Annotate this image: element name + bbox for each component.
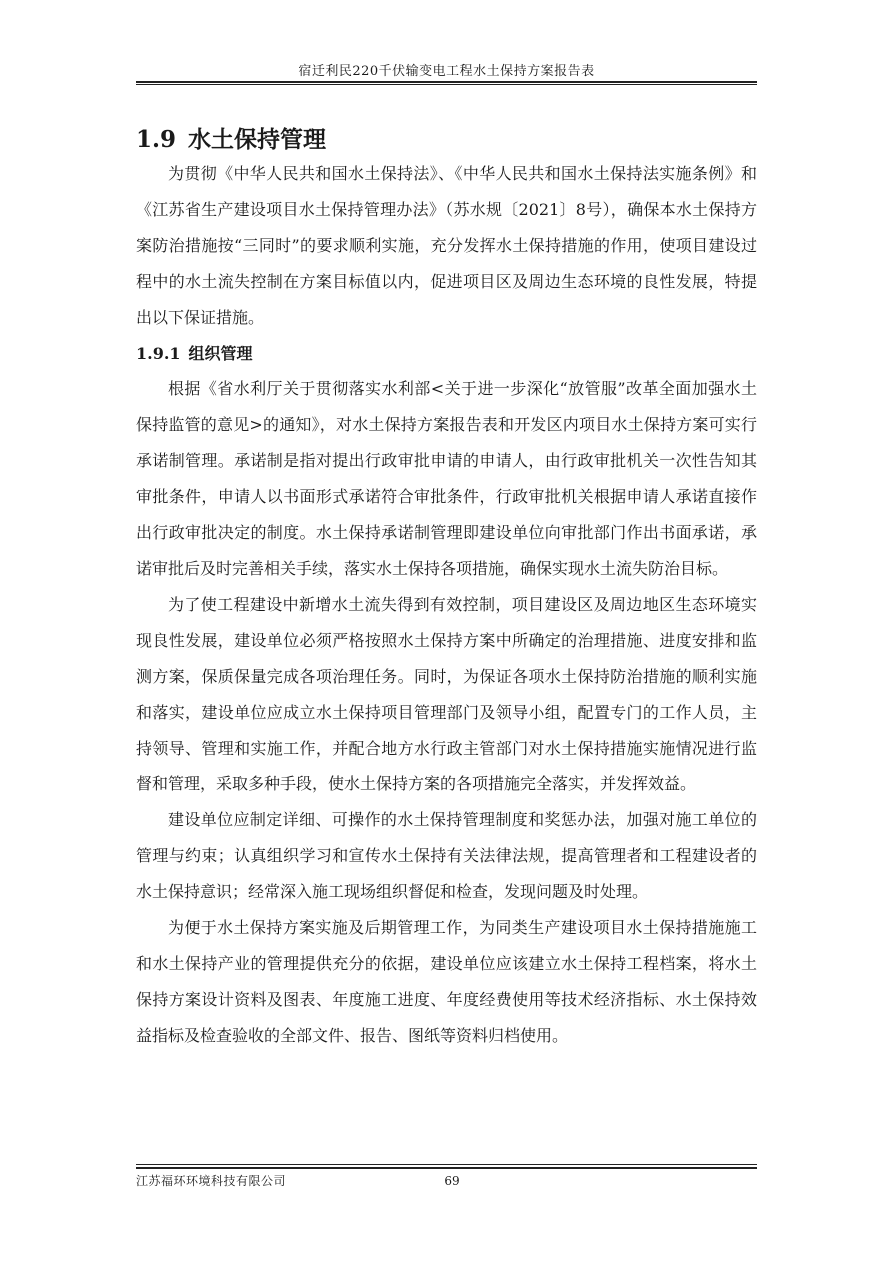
page-header: 宿迁利民220千伏输变电工程水土保持方案报告表: [298, 64, 595, 79]
paragraph: 为便于水土保持方案实施及后期管理工作，为同类生产建设项目水土保持措施施工和水土保持产业的管理提供充分的依据，建设单位应该建立水土保持工程档案，将水土保持方案设计资料及图表、年度施工进度、年度经费使用等技术经济指标、水土保持效益指标及检查验收的全部文件、报告、图纸等资料归档使用。: [136, 918, 757, 1045]
paragraph: 为了使工程建设中新增水土流失得到有效控制，项目建设区及周边地区生态环境实现良性发展，建设单位必须严格按照水土保持方案中所确定的治理措施、进度安排和监测方案，保质保量完成各项治理任务。同时，为保证各项水土保持防治措施的顺利实施和落实，建设单位应成立水土保持项目管理部门及领导小组，配置专门的工作人员，主持领导、管理和实施工作，并配合地方水行政主管部门对水土保持措施实施情况进行监督和管理，采取多种手段，使水土保持方案的各项措施完全落实，并发挥效益。: [136, 594, 757, 794]
paragraph: 建设单位应制定详细、可操作的水土保持管理制度和奖惩办法，加强对施工单位的管理与约束；认真组织学习和宣传水土保持有关法律法规，提高管理者和工程建设者的水土保持意识；经常深入施工现场组织督促和检查，发现问题及时处理。: [136, 810, 757, 902]
section-title: 水土保持管理: [188, 126, 327, 153]
footer-rule: [136, 1167, 757, 1169]
header-rule: [136, 81, 757, 83]
page-number: 69: [444, 1174, 460, 1188]
section-heading: [136, 124, 326, 156]
section-number: 1.9: [136, 126, 177, 153]
subsection-heading: [136, 336, 757, 372]
body-text: [136, 156, 757, 1054]
subsection-title: 组织管理: [188, 343, 253, 363]
subsection-number: 1.9.1: [136, 343, 181, 363]
paragraph: 根据《省水利厅关于贯彻落实水利部<关于进一步深化“放管服”改革全面加强水土保持监管的意见>的通知》，对水土保持方案报告表和开发区内项目水土保持方案可实行承诺制管理。承诺制是指对提出行政审批申请的申请人，由行政审批机关一次性告知其审批条件，申请人以书面形式承诺符合审批条件，行政审批机关根据申请人承诺直接作出行政审批决定的制度。水土保持承诺制管理即建设单位向审批部门作出书面承诺，承诺审批后及时完善相关手续，落实水土保持各项措施，确保实现水土流失防治目标。: [136, 379, 757, 578]
header-rule-thin: [136, 84, 757, 85]
footer-company: 江苏福环环境科技有限公司: [136, 1174, 287, 1188]
paragraph-intro: 为贯彻《中华人民共和国水土保持法》、《中华人民共和国水土保持法实施条例》和《江苏省生产建设项目水土保持管理办法》（苏水规〔2021〕8号），确保本水土保持方案防治措施按“三同时”的要求顺利实施，充分发挥水土保持措施的作用，使项目建设过程中的水土流失控制在方案目标值以内，促进项目区及周边生态环境的良性发展，特提出以下保证措施。: [136, 164, 757, 327]
footer-rule-thin: [136, 1164, 757, 1165]
